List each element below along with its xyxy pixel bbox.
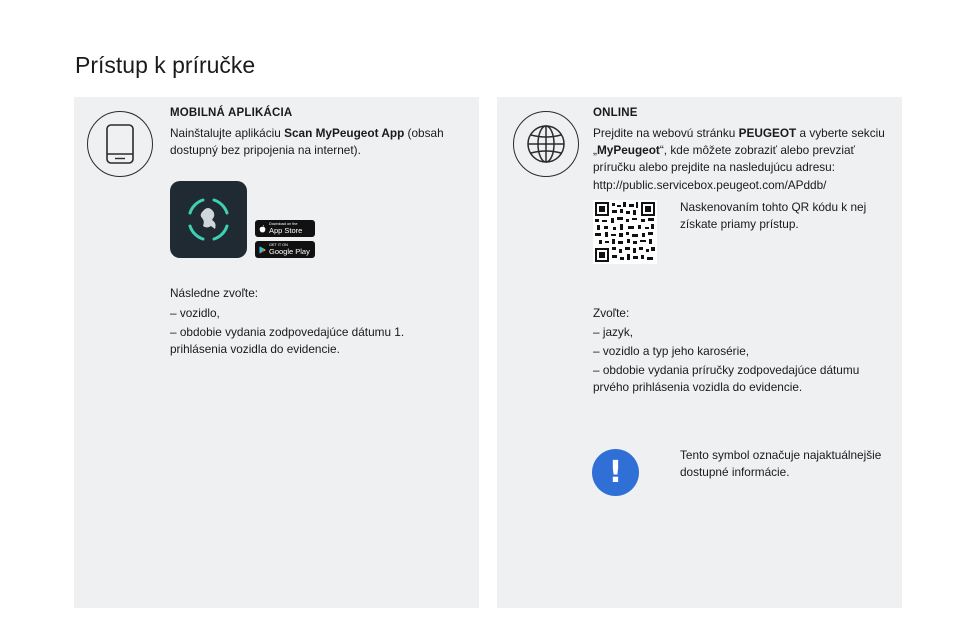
online-instructions: Prejdite na webovú stránku PEUGEOT a vyberte sekciu „MyPeugeot“, kde môžete zobraziť alebo prevziať príručku alebo prejdite na nasledujúcu adresu: xyxy=(593,126,885,174)
globe-icon xyxy=(513,111,579,177)
qr-instructions: Naskenovaním tohto QR kódu k nej získate priamy prístup. xyxy=(680,200,867,231)
list-item: – obdobie vydania zodpovedajúce dátumu 1. prihlásenia vozidla do evidencie. xyxy=(170,325,405,356)
app-store-badge[interactable]: Download on the App Store xyxy=(255,220,315,237)
google-play-badge[interactable]: GET IT ON Google Play xyxy=(255,241,315,258)
exclamation-icon: ! xyxy=(592,449,639,496)
choose-label: Následne zvoľte: xyxy=(170,286,259,300)
install-instructions: Nainštalujte aplikáciu Scan MyPeugeot App (obsah dostupný bez pripojenia na internet). xyxy=(170,126,444,157)
list-item: – vozidlo, xyxy=(170,306,220,320)
apple-icon xyxy=(259,225,266,233)
page-title: Prístup k príručke xyxy=(75,52,256,78)
scan-mypeugeot-app-logo xyxy=(170,181,247,258)
list-item: – obdobie vydania príručky zodpovedajúce dátumu prvého prihlásenia vozidla do evidencie. xyxy=(593,363,860,394)
symbol-explanation: Tento symbol označuje najaktuálnejšie dostupné informácie. xyxy=(680,448,882,479)
mobile-app-panel xyxy=(74,97,479,608)
smartphone-icon xyxy=(87,111,153,177)
qr-code xyxy=(593,200,657,264)
app-name: Scan MyPeugeot App xyxy=(284,126,405,140)
manual-url[interactable]: http://public.servicebox.peugeot.com/APddb/ xyxy=(593,178,827,192)
list-item: – vozidlo a typ jeho karosérie, xyxy=(593,344,750,358)
list-item: – jazyk, xyxy=(593,325,633,339)
online-title: ONLINE xyxy=(593,107,638,119)
online-panel xyxy=(497,97,902,608)
mobile-app-title: MOBILNÁ APLIKÁCIA xyxy=(170,107,293,119)
choose-label: Zvoľte: xyxy=(593,306,630,320)
google-play-icon xyxy=(259,246,266,254)
